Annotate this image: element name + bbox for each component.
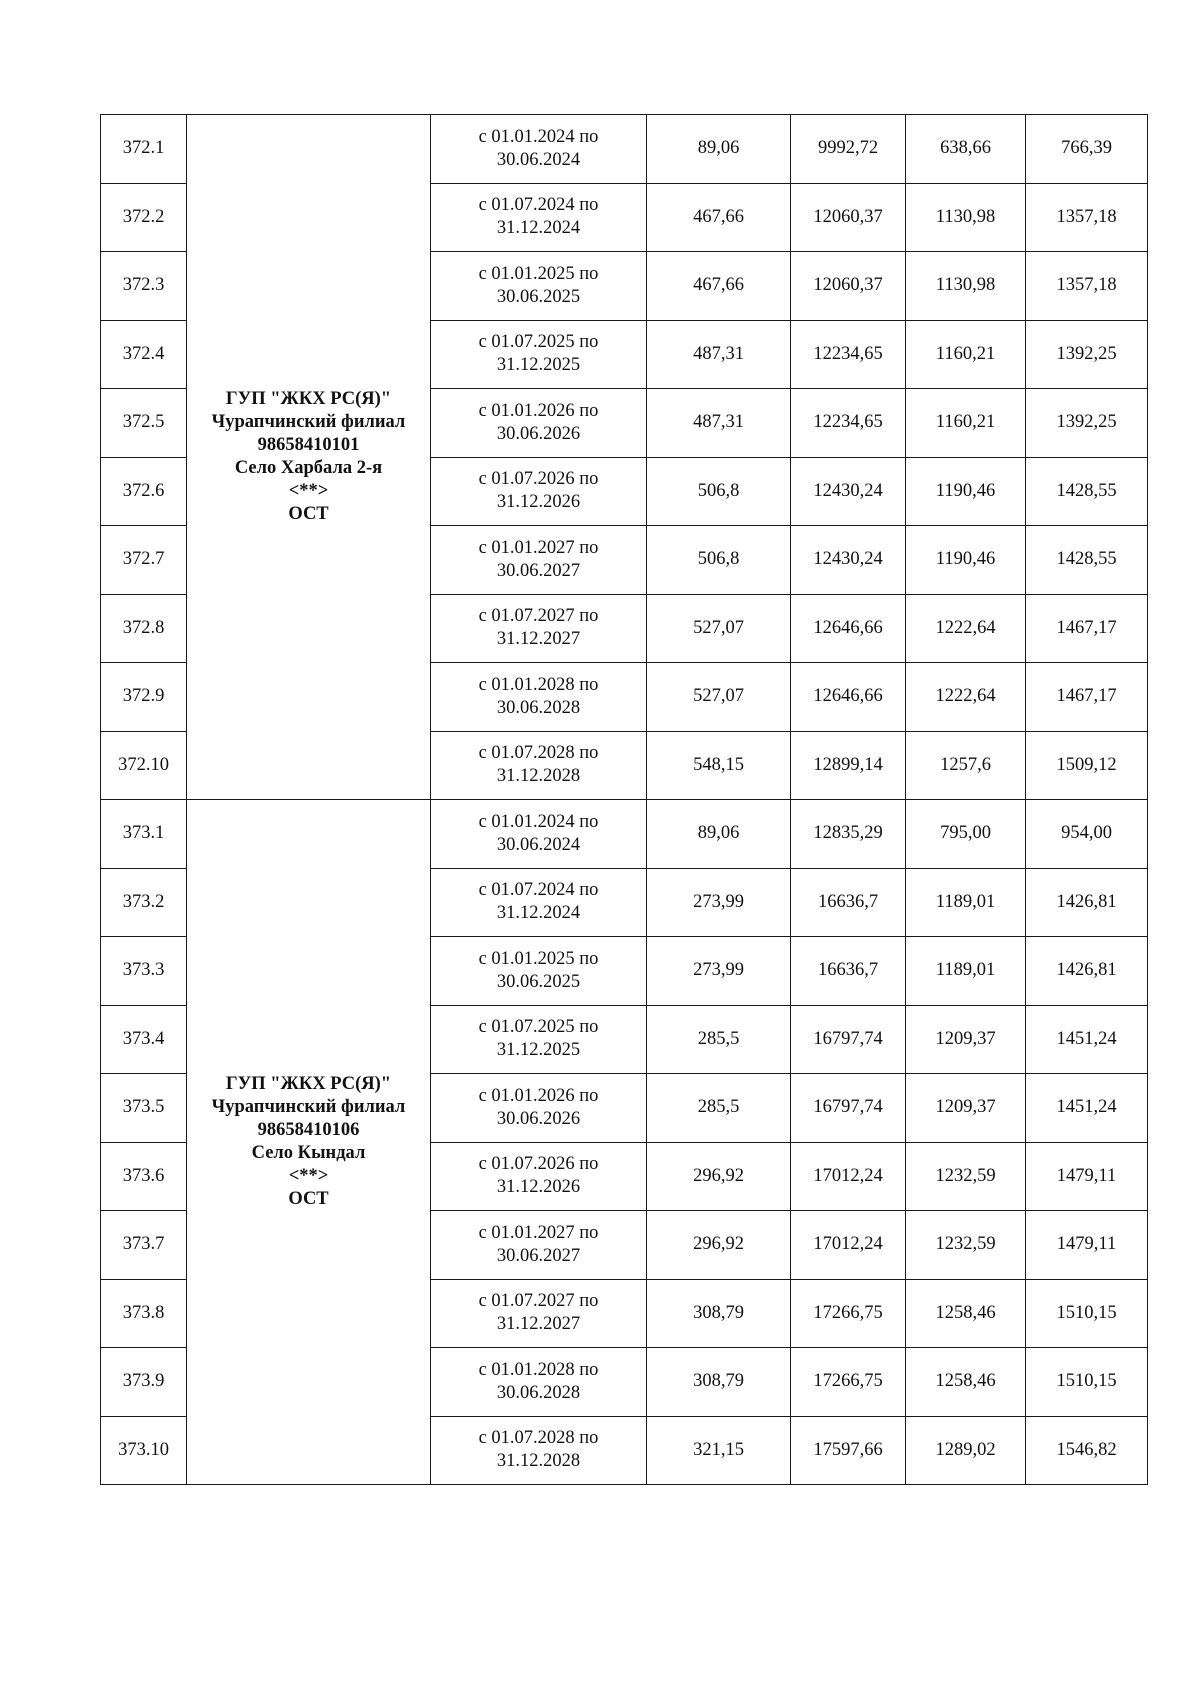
period-cell <box>431 1074 647 1143</box>
value-cell-2: 12646,66 <box>791 594 906 663</box>
organization-line4: Село Кындал <box>251 1143 366 1163</box>
value-cell-3: 1232,59 <box>906 1142 1026 1211</box>
value-cell-1: 308,79 <box>647 1279 791 1348</box>
organization-line2: Чурапчинский филиал <box>211 412 406 432</box>
value-cell-2: 17266,75 <box>791 1279 906 1348</box>
period-from: с 01.01.2027 по <box>478 537 599 558</box>
value-cell-4: 1546,82 <box>1026 1416 1148 1485</box>
value-cell-1: 296,92 <box>647 1211 791 1280</box>
value-cell-1: 285,5 <box>647 1074 791 1143</box>
period-cell <box>431 1279 647 1348</box>
value-cell-1: 487,31 <box>647 389 791 458</box>
period-cell <box>431 320 647 389</box>
value-cell-4: 1451,24 <box>1026 1005 1148 1074</box>
period-from: с 01.07.2027 по <box>478 606 599 627</box>
value-cell-3: 1160,21 <box>906 320 1026 389</box>
value-cell-2: 16636,7 <box>791 937 906 1006</box>
row-number-cell: 372.5 <box>101 389 187 458</box>
value-cell-3: 1189,01 <box>906 868 1026 937</box>
value-cell-3: 1189,01 <box>906 937 1026 1006</box>
period-to: 31.12.2027 <box>496 629 581 650</box>
period-from: с 01.07.2024 по <box>478 195 599 216</box>
value-cell-1: 89,06 <box>647 800 791 869</box>
organization-line2: Чурапчинский филиал <box>211 1097 406 1117</box>
period-cell <box>431 1211 647 1280</box>
period-from: с 01.01.2028 по <box>478 1359 599 1380</box>
value-cell-4: 1392,25 <box>1026 320 1148 389</box>
value-cell-3: 1209,37 <box>906 1074 1026 1143</box>
period-cell <box>431 183 647 252</box>
value-cell-4: 1392,25 <box>1026 389 1148 458</box>
period-from: с 01.07.2026 по <box>478 1154 599 1175</box>
period-cell <box>431 1416 647 1485</box>
period-cell <box>431 731 647 800</box>
row-number-cell: 373.4 <box>101 1005 187 1074</box>
value-cell-3: 1258,46 <box>906 1348 1026 1417</box>
period-cell <box>431 526 647 595</box>
organization-cell <box>187 800 431 1485</box>
row-number-cell: 372.9 <box>101 663 187 732</box>
period-to: 30.06.2026 <box>496 423 581 444</box>
period-to: 31.12.2026 <box>496 492 581 513</box>
period-from: с 01.01.2027 по <box>478 1222 599 1243</box>
tariff-table-body <box>101 115 1148 1485</box>
period-to: 30.06.2028 <box>496 1382 581 1403</box>
value-cell-2: 16797,74 <box>791 1074 906 1143</box>
value-cell-2: 12835,29 <box>791 800 906 869</box>
value-cell-1: 467,66 <box>647 183 791 252</box>
period-to: 31.12.2028 <box>496 766 581 787</box>
value-cell-4: 1426,81 <box>1026 937 1148 1006</box>
period-from: с 01.01.2024 по <box>478 126 599 147</box>
period-from: с 01.07.2025 по <box>478 1017 599 1038</box>
period-cell <box>431 457 647 526</box>
row-number-cell: 372.1 <box>101 115 187 184</box>
value-cell-2: 17266,75 <box>791 1348 906 1417</box>
value-cell-4: 1510,15 <box>1026 1279 1148 1348</box>
table-row <box>101 800 1148 869</box>
organization-line6: ОСТ <box>288 1189 329 1209</box>
organization-line5: <**> <box>288 1166 329 1186</box>
value-cell-2: 12060,37 <box>791 183 906 252</box>
row-number-cell: 373.10 <box>101 1416 187 1485</box>
period-from: с 01.07.2028 по <box>478 743 599 764</box>
value-cell-1: 487,31 <box>647 320 791 389</box>
period-to: 30.06.2028 <box>496 697 581 718</box>
period-to: 30.06.2027 <box>496 560 581 581</box>
period-from: с 01.01.2025 по <box>478 948 599 969</box>
value-cell-3: 1222,64 <box>906 663 1026 732</box>
value-cell-2: 16636,7 <box>791 868 906 937</box>
value-cell-1: 321,15 <box>647 1416 791 1485</box>
value-cell-2: 12234,65 <box>791 320 906 389</box>
value-cell-2: 17012,24 <box>791 1142 906 1211</box>
value-cell-2: 12234,65 <box>791 389 906 458</box>
period-cell <box>431 252 647 321</box>
value-cell-4: 1428,55 <box>1026 526 1148 595</box>
value-cell-1: 527,07 <box>647 594 791 663</box>
period-to: 31.12.2025 <box>496 1040 581 1061</box>
value-cell-1: 273,99 <box>647 868 791 937</box>
period-cell <box>431 868 647 937</box>
value-cell-3: 1257,6 <box>906 731 1026 800</box>
period-cell <box>431 1142 647 1211</box>
period-cell <box>431 389 647 458</box>
organization-line6: ОСТ <box>288 504 329 524</box>
period-cell <box>431 1005 647 1074</box>
row-number-cell: 373.3 <box>101 937 187 1006</box>
row-number-cell: 372.10 <box>101 731 187 800</box>
period-cell <box>431 594 647 663</box>
period-cell <box>431 115 647 184</box>
organization-line4: Село Харбала 2-я <box>234 458 383 478</box>
row-number-cell: 372.7 <box>101 526 187 595</box>
value-cell-1: 308,79 <box>647 1348 791 1417</box>
value-cell-3: 1258,46 <box>906 1279 1026 1348</box>
value-cell-1: 285,5 <box>647 1005 791 1074</box>
row-number-cell: 372.3 <box>101 252 187 321</box>
value-cell-1: 506,8 <box>647 457 791 526</box>
period-to: 30.06.2025 <box>496 971 581 992</box>
value-cell-1: 527,07 <box>647 663 791 732</box>
value-cell-4: 1428,55 <box>1026 457 1148 526</box>
period-from: с 01.01.2026 по <box>478 400 599 421</box>
value-cell-1: 296,92 <box>647 1142 791 1211</box>
value-cell-3: 1160,21 <box>906 389 1026 458</box>
value-cell-1: 273,99 <box>647 937 791 1006</box>
value-cell-3: 1130,98 <box>906 252 1026 321</box>
value-cell-4: 1467,17 <box>1026 594 1148 663</box>
period-to: 30.06.2026 <box>496 1108 581 1129</box>
value-cell-4: 1467,17 <box>1026 663 1148 732</box>
period-to: 30.06.2027 <box>496 1245 581 1266</box>
row-number-cell: 373.2 <box>101 868 187 937</box>
value-cell-3: 1232,59 <box>906 1211 1026 1280</box>
period-from: с 01.07.2025 по <box>478 332 599 353</box>
value-cell-2: 17597,66 <box>791 1416 906 1485</box>
value-cell-4: 766,39 <box>1026 115 1148 184</box>
value-cell-4: 1509,12 <box>1026 731 1148 800</box>
value-cell-3: 1222,64 <box>906 594 1026 663</box>
period-from: с 01.01.2025 по <box>478 263 599 284</box>
value-cell-3: 1190,46 <box>906 526 1026 595</box>
organization-line1: ГУП "ЖКХ РС(Я)" <box>225 1074 392 1094</box>
row-number-cell: 373.8 <box>101 1279 187 1348</box>
period-to: 30.06.2024 <box>496 834 581 855</box>
period-from: с 01.07.2026 по <box>478 469 599 490</box>
value-cell-3: 638,66 <box>906 115 1026 184</box>
value-cell-1: 506,8 <box>647 526 791 595</box>
organization-line3: 98658410101 <box>257 435 360 455</box>
row-number-cell: 373.7 <box>101 1211 187 1280</box>
row-number-cell: 372.2 <box>101 183 187 252</box>
value-cell-2: 12430,24 <box>791 457 906 526</box>
period-to: 31.12.2028 <box>496 1451 581 1472</box>
value-cell-2: 12646,66 <box>791 663 906 732</box>
row-number-cell: 373.9 <box>101 1348 187 1417</box>
value-cell-2: 12060,37 <box>791 252 906 321</box>
value-cell-3: 1209,37 <box>906 1005 1026 1074</box>
period-to: 31.12.2025 <box>496 355 581 376</box>
row-number-cell: 373.1 <box>101 800 187 869</box>
tariff-table <box>100 114 1148 1485</box>
period-from: с 01.01.2024 по <box>478 811 599 832</box>
value-cell-2: 12899,14 <box>791 731 906 800</box>
period-from: с 01.07.2028 по <box>478 1428 599 1449</box>
period-cell <box>431 800 647 869</box>
value-cell-2: 17012,24 <box>791 1211 906 1280</box>
period-to: 31.12.2024 <box>496 218 581 239</box>
period-cell <box>431 663 647 732</box>
value-cell-1: 548,15 <box>647 731 791 800</box>
period-from: с 01.01.2028 по <box>478 674 599 695</box>
row-number-cell: 372.4 <box>101 320 187 389</box>
period-to: 30.06.2024 <box>496 149 581 170</box>
value-cell-2: 12430,24 <box>791 526 906 595</box>
value-cell-4: 1451,24 <box>1026 1074 1148 1143</box>
period-to: 31.12.2024 <box>496 903 581 924</box>
value-cell-4: 1357,18 <box>1026 252 1148 321</box>
value-cell-4: 1479,11 <box>1026 1142 1148 1211</box>
tariff-table-page <box>100 114 1147 1485</box>
value-cell-4: 1479,11 <box>1026 1211 1148 1280</box>
value-cell-4: 1426,81 <box>1026 868 1148 937</box>
row-number-cell: 373.6 <box>101 1142 187 1211</box>
value-cell-1: 467,66 <box>647 252 791 321</box>
value-cell-2: 16797,74 <box>791 1005 906 1074</box>
value-cell-3: 1289,02 <box>906 1416 1026 1485</box>
row-number-cell: 372.8 <box>101 594 187 663</box>
period-to: 31.12.2026 <box>496 1177 581 1198</box>
period-from: с 01.07.2027 по <box>478 1291 599 1312</box>
period-to: 31.12.2027 <box>496 1314 581 1335</box>
value-cell-4: 1357,18 <box>1026 183 1148 252</box>
value-cell-4: 1510,15 <box>1026 1348 1148 1417</box>
organization-line1: ГУП "ЖКХ РС(Я)" <box>225 389 392 409</box>
table-row <box>101 115 1148 184</box>
value-cell-2: 9992,72 <box>791 115 906 184</box>
period-to: 30.06.2025 <box>496 286 581 307</box>
row-number-cell: 372.6 <box>101 457 187 526</box>
period-cell <box>431 937 647 1006</box>
period-from: с 01.07.2024 по <box>478 880 599 901</box>
organization-cell <box>187 115 431 800</box>
value-cell-3: 795,00 <box>906 800 1026 869</box>
period-from: с 01.01.2026 по <box>478 1085 599 1106</box>
period-cell <box>431 1348 647 1417</box>
value-cell-3: 1130,98 <box>906 183 1026 252</box>
value-cell-4: 954,00 <box>1026 800 1148 869</box>
organization-line5: <**> <box>288 481 329 501</box>
organization-line3: 98658410106 <box>257 1120 360 1140</box>
value-cell-3: 1190,46 <box>906 457 1026 526</box>
row-number-cell: 373.5 <box>101 1074 187 1143</box>
value-cell-1: 89,06 <box>647 115 791 184</box>
